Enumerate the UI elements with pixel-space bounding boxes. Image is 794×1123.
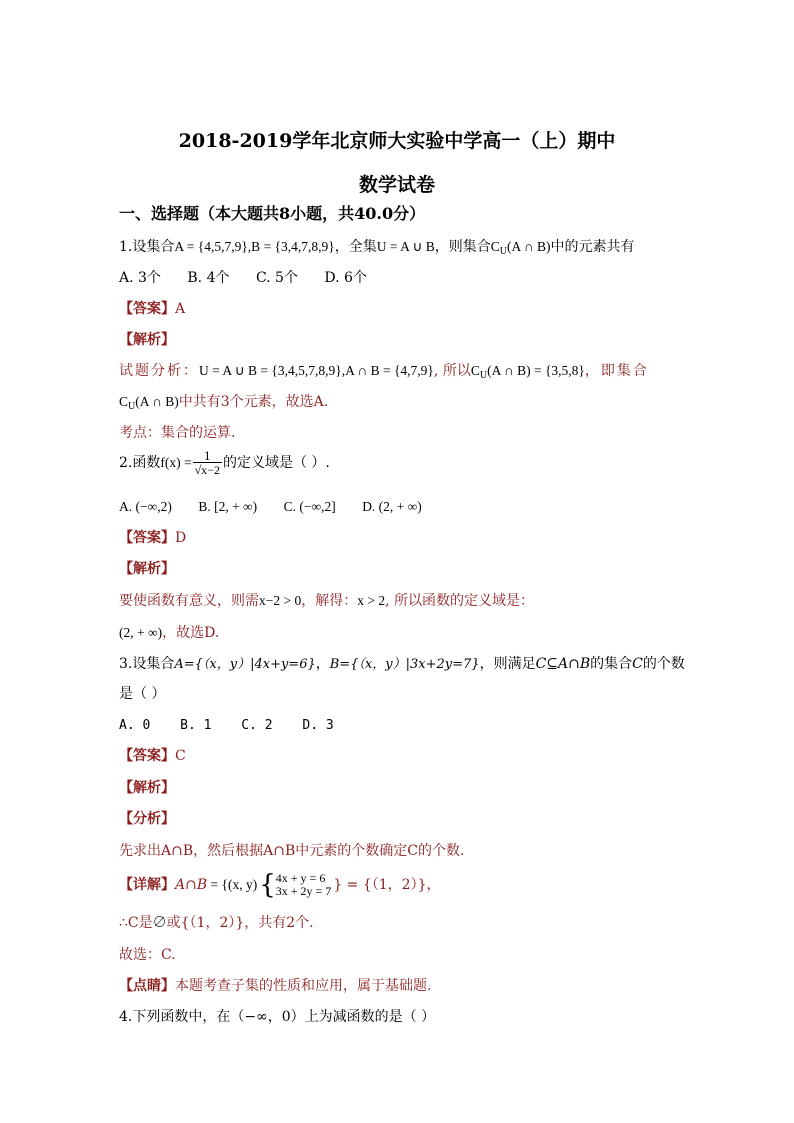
q1-universe: U = A ∪ B [376, 239, 435, 254]
option-d: D. 6个 [324, 270, 367, 286]
question-1-stem: 1.设集合A = {4,5,7,9},B = {3,4,7,8,9}，全集U = A ∪ B，则集合$C_U(A$ ∩ B)中的元素共有 [119, 239, 635, 257]
option-a: A. (−∞,2) [119, 499, 172, 514]
question-4-stem: 4.下列函数中，在（−∞，0）上为减函数的是（ ） [119, 1009, 436, 1025]
q3-xiangjie: 【详解】A∩B = {(x, y){ 4x + y = 6 3x + 2y = 7 } = {（1，2）}， [119, 870, 441, 900]
q1-solution-line1: 试题分析：U = A ∪ B = {3,4,5,7,8,9},A ∩ B = {4,7,9}, 所以$C_U(A$ ∩ B) = {3,5,8}，即集合 [119, 363, 649, 381]
paper-subtitle: 数学试卷 [358, 174, 435, 196]
option-c: C. 2 [241, 718, 273, 733]
option-c: C. 5个 [255, 270, 298, 286]
option-b: B. [2, + ∞) [198, 499, 258, 514]
q1-kaodian: 考点：集合的运算. [119, 425, 236, 441]
q1-analysis-label: 【解析】 [119, 332, 175, 348]
q1-solution-line2: $C_U(A$ ∩ B)中共有3个元素，故选A. [119, 394, 329, 412]
option-c: C. (−∞,2] [283, 499, 336, 514]
q1-answer: 【答案】A [119, 301, 186, 317]
paper-title: 2018-2019学年北京师大实验中学高一（上）期中 [178, 130, 616, 152]
q3-fenxi-label: 【分析】 [119, 811, 175, 827]
option-a: A. 0 [119, 718, 151, 733]
q3-dianjing: 【点睛】本题考查子集的性质和应用，属于基础题. [119, 978, 432, 994]
question-2-stem: 2.函数f(x) = $\frac{1}{√x-2}$ 的定义域是（ ）. [119, 448, 330, 477]
q2-analysis-label: 【解析】 [119, 561, 175, 577]
section-heading: 一、选择题（本大题共8小题，共40.0分） [119, 204, 426, 223]
option-d: D. 3 [302, 718, 334, 733]
q1-set-a: A = {4,5,7,9},B = {3,4,7,8,9} [174, 239, 335, 254]
q2-fraction: $\frac{1}{√x-2}$ [194, 448, 220, 477]
equation-system: { 4x + y = 6 3x + 2y = 7 [259, 870, 332, 900]
question-1-options [119, 269, 389, 287]
q3-answer: 【答案】C [119, 748, 186, 764]
q1-complement: $C_U(A$ ∩ B) [490, 239, 551, 257]
q3-choose: 故选：C. [119, 947, 176, 963]
option-d: D. (2, + ∞) [362, 499, 422, 514]
q2-solution-line1: 要使函数有意义，则需x−2 > 0，解得：x > 2, 所以函数的定义域是： [119, 593, 535, 609]
question-3-stem: 3.设集合A={（x，y）|4x+y=6}，B={（x，y）|3x+2y=7}，则满足C⊆A∩B的集合C的个数 [119, 656, 685, 672]
q2-solution-line2: (2, + ∞)，故选D. [119, 625, 220, 641]
option-b: B. 1 [180, 718, 212, 733]
q3-fenxi-text: 先求出A∩B，然后根据A∩B中元素的个数确定C的个数. [119, 843, 465, 859]
question-3-options [119, 717, 356, 735]
question-3-stem-cont: 是（ ） [119, 686, 166, 702]
q3-conclusion: ∴C是∅或{（1，2）}，共有2个. [119, 915, 314, 931]
q2-answer: 【答案】D [119, 530, 187, 546]
option-a: A. 3个 [119, 270, 161, 286]
option-b: B. 4个 [187, 270, 230, 286]
question-2-options [119, 498, 444, 516]
q3-analysis-label: 【解析】 [119, 780, 175, 796]
